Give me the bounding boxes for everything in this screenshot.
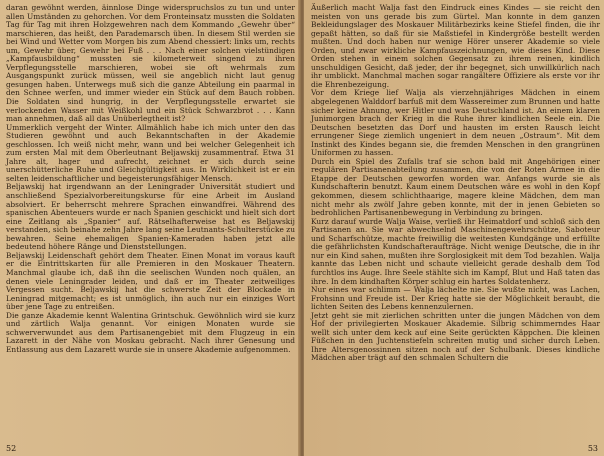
- paragraph: daran gewöhnt werden, äinnlose Dinge widerspruchslos zu tun und unter allen Umständen zu gehorchen. Vor dem Fronteinsatz mussten die Soldaten Tag für Tag mit ihren Holzgewehren nach dem Kommando „Gewehr über“ marschieren, das heißt, den Parademarsch üben. In diesem Stil werden sie bei Wind und Wetter vom Morgen bis zum Abend chessiert: links um, rechts um, Gewehr über, Gewehr bei Fuß . . . Nach einer solchen vielstündigen „Kampfausbildung“ mussten sie kilometerweit singend zu ihren Verpflegungsstelle marschieren, wobei sie oft wehrmals zum Ausgangspunkt zurück müssen, weil sie angeblich nicht laut genug gesungen haben. Unterwegs muß sich die ganze Abteilung ein paarmal in den Schnee werfen, und immer wieder ein Stück auf dem Bauch robben. Die Soldaten sind hungrig, in der Verpflegungsstelle erwartet sie verlockenden Wasser mit Weißkohl und ein Stück Schwarzbrot . . . Kann man annehmen, daß all das Unüberlegtheit ist?: [6, 3, 295, 124]
- paragraph: Die ganze Akademie kennt Walentina Grintschuk. Gewöhnlich wird sie kurz und zärtlich Walja genannt. Vor einigen Monaten wurde sie schwerverwundet aus dem Partisanengebiet mit dem Flugzeug in ein Lazarett in der Nähe von Moskau gebracht. Nach ihrer Genesung und Entlassung aus dem Lazarett wurde sie in unsere Akademie aufgenommen.: [6, 310, 295, 354]
- paragraph: Jetzt geht sie mit zierlichen schritten unter die jungen Mädchen von dem Hof der privilegierten Moskauer Akademie. Silbrig schimmerndes Haar wellt sich unter dem keck auf eine Seite gerückten Käppchen. Die kleinen Füßchen in den Juchtenstiefeln schreiten mutig und sicher durch Leben. Ihre Altersgenossinnen sitzen noch auf der Schulbank. Dieses kindliche Mädchen aber trägt auf den schmalen Schultern die: [311, 310, 600, 363]
- page-number-right: 53: [587, 444, 598, 453]
- paragraph: Beljawskij Leidenschaft gehört dem Theater. Einen Monat im voraus kauft er die Eintrittskarten für alle Premieren in den Moskauer Theatern. Manchmal glaube ich, daß ihn die seelischen Wunden noch quälen, an denen viele Leningrader leiden, und daß er im Theater zeitweiliges Vergessen sucht. Beljawskij hat die schwerste Zeit der Blockade in Leningrad mitgemacht; es ist unmöglich, ihn auch nur ein einziges Wort über jene Tage zu entreißen.: [6, 250, 295, 312]
- paragraph: Kurz darauf wurde Walja Waise, verließ ihr Heimatdorf und schloß sich den Partisanen an. Sie war abwechselnd Maschinengewehrschütze, Saboteur und Scharfschütze, machte freiwillig die weitesten Kundgänge und erfüllte die gefährlichsten Kundschafteraufträge. Nicht wenige Deutsche, die in ihr nur ein Kind sahen, mußten ihre Sorglosigkeit mit dem Tod bezahlen. Walja kannte das Leben nicht und schaute vielleicht gerade deshalb dem Tod furchtlos ins Auge. Ihre Seele stählte sich im Kampf, Blut und Haß taten das ihre. In dem kindhaften Körper schlug ein hartes Soldatenherz.: [311, 216, 600, 286]
- paragraph: Vor dem Kriege lief Walja als vierzehnjähriges Mädchen in einem abgelegenen Walddorf barfuß mit dem Wassereimer zum Brunnen und hatte sicher keine Ahnung, wer Hitler und was Deutschland ist. An einem klaren Junimorgen brach der Krieg in die Ruhe ihrer kindlichen Seele ein. Die Deutschen besetzten das Dorf und hausten im ersten Rausch leicht errungener Siege ziemlich ungeniert in dem neuen „Ostraum“. Mit dem Instinkt des Kindes begann sie, die fremden Menschen in den grangrünen Uniformen zu hassen.: [311, 88, 600, 158]
- paragraph: Durch ein Spiel des Zufalls traf sie schon bald mit Angehörigen einer regulären Partisanenabteilung zusammen, die von der Roten Armee in die Etappe der Deutschen geworfen worden war. Anfangs wurde sie als Kundschafterin benutzt. Kaum einem Deutschen wäre es wohl in den Kopf gekommen, diesem schlichthaarige, magere kleine Mädchen, dem man nicht mehr als zwölf Jahre geben konnte, mit der in jenen Gebieten so bedrohlichen Partisanenbewegung in Verbindung zu bringen.: [311, 156, 600, 218]
- left-page: [0, 0, 300, 456]
- right-page: [304, 0, 604, 456]
- paragraph: Äußerlich macht Walja fast den Eindruck eines Kindes — sie reicht den meisten von uns gerade bis zum Gürtel. Man konnte in dem ganzen Bekleidungslager des Moskauer Militärbezirks keine Stiefel finden, die ihr gepaßt hätten, so daß für sie Maßstiefel in Kindergröße bestellt werden mußten. Und doch haben nur wenige Hörer unserer Akademie so viele Orden, und zwar wirkliche Kampfauszeichnungen, wie dieses Kind. Diese Orden stehen in einem solchen Gegensatz zu ihrem reinen, kindlich unschuldigen Gesicht, daß jeder, der ihr begegnet, sich unwillkürlich nach ihr umblickt. Manchmal machen sogar rangältere Offiziere als erste vor ihr die Ehrenbezeigung.: [311, 3, 600, 89]
- page-number-left: 52: [6, 444, 17, 453]
- paragraph: Beljawskij hat irgendwann an der Leningrader Universität studiert und anschließend Spezialvorbereitungskurse für eine Arbeit im Ausland absolviert. Er beherrscht mehrere Sprachen einwandfrei. Während des spanischen Abenteuers wurde er nach Spanien geschickt und hielt sich dort eine Zeitlang als „Spanier“ auf. Rätselhafterweise hat es Beljawskij verstanden, sich beinahe zehn Jahre lang seine Leutnants-Schulterstücke zu bewahren. Seine ehemaligen Spanien-Kameraden haben jetzt alle bedeutend höhere Ränge und Dienststellungen.: [6, 182, 295, 252]
- left-page-text: [6, 4, 295, 354]
- paragraph: Nur eines war schlimm — Walja lächelte nie. Sie wußte nicht, was Lachen, Frohsinn und Freude ist. Der Krieg hatte sie der Möglichkeit beraubt, die lichten Seiten des Lebens kennenzulernen.: [311, 285, 600, 312]
- right-page-text: [311, 4, 600, 363]
- paragraph: Ummerklich vergeht der Winter. Allmählich habe ich mich unter den das Studieren gewöhnt und auch Bekanntschaften in der Akademie geschlossen. Ich weiß nicht mehr, wann und bei welcher Gelegenheit ich zum ersten Mal mit dem Oberleutnant Beljawskij zusammentraf. Etwa 31 Jahre alt, hager und aufrecht, zeichnet er sich durch seine unerschütterliche Ruhe und Gleichgültigkeit aus. In Wirklichkeit ist er ein selten leidenschaftlicher und begeisterungsfähiger Mensch.: [6, 122, 295, 183]
